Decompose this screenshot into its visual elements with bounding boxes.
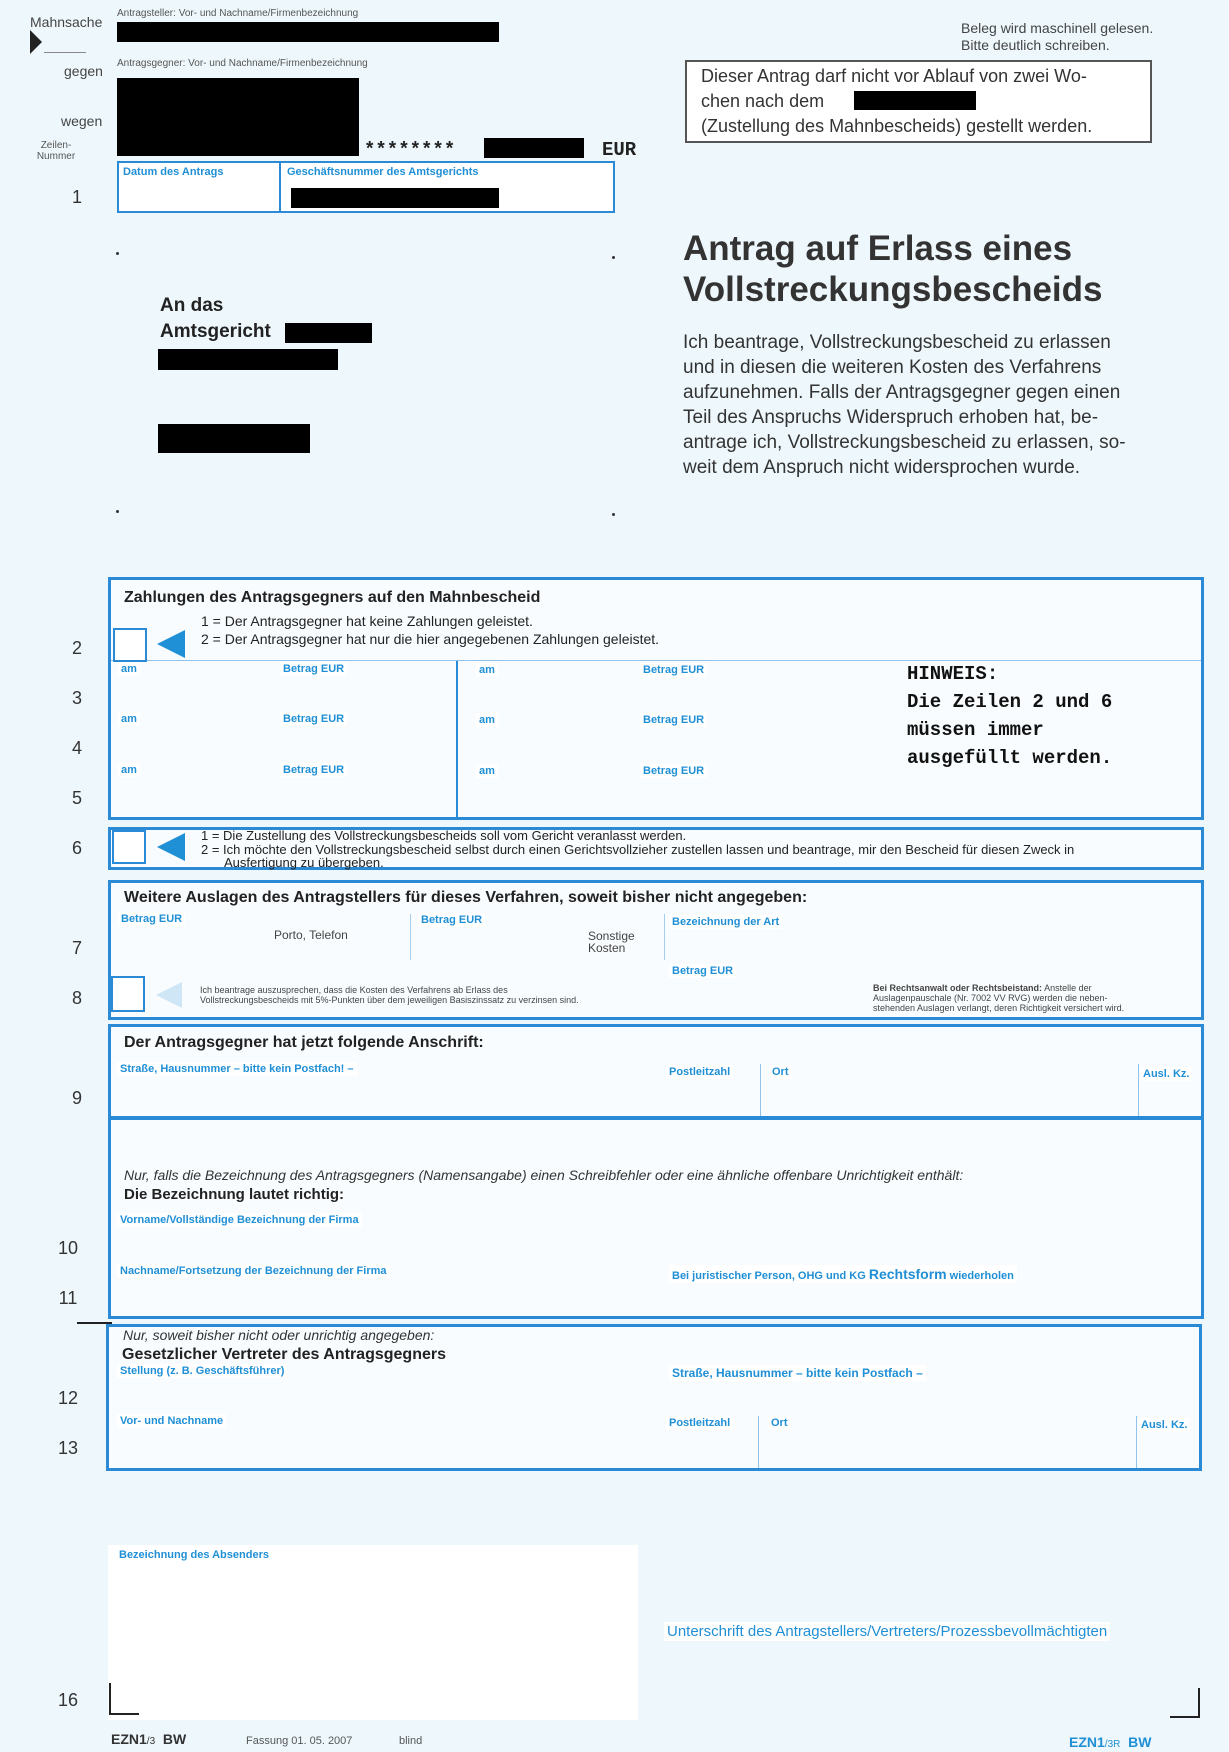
interest-text: Ich beantrage auszusprechen, dass die Kosten des Verfahrens ab Erlass des Vollstreckungsbescheids mit 5%-Punkten über dem jeweiligen Basiszinssatz zu verzinsen sind. bbox=[200, 985, 579, 1005]
ort-label: Ort bbox=[769, 1065, 792, 1079]
payments-title: Zahlungen des Antragsgegners auf den Mahnbescheid bbox=[124, 589, 541, 606]
redacted-date bbox=[854, 91, 976, 110]
porto-label: Porto, Telefon bbox=[274, 928, 348, 942]
name-label: Vor- und Nachname bbox=[117, 1414, 226, 1428]
redacted-antragsteller bbox=[117, 22, 499, 42]
address-corner-mark bbox=[612, 513, 615, 516]
row-number: 12 bbox=[57, 1388, 79, 1408]
divider bbox=[758, 1416, 759, 1468]
divider bbox=[1136, 1416, 1137, 1468]
signature-label: Unterschrift des Antragstellers/Vertreters/Prozessbevollmächtigten bbox=[664, 1622, 1110, 1641]
wegen-label: wegen bbox=[61, 113, 103, 129]
pointer-left-icon bbox=[157, 630, 185, 658]
divider bbox=[279, 161, 281, 213]
mahnsache-label: Mahnsache bbox=[30, 14, 103, 30]
form-code-left: EZN1/3 BW bbox=[111, 1731, 187, 1747]
notice-line-2: chen nach dem bbox=[701, 91, 825, 111]
intro-text: Ich beantrage, Vollstreckungsbescheid zu erlassen und in diesen die weiteren Kosten des Verfahrens aufzunehmen. Falls der Antragsgegner gegen einen Teil des Anspruchs Widerspruch erhoben hat, be- antrage ich, Vollstreckungsbescheid zu erlassen, so- weit dem Anspruch nicht widersprochen wurde. bbox=[683, 332, 1126, 478]
redacted-amount bbox=[484, 138, 584, 158]
sender-area[interactable] bbox=[108, 1545, 638, 1720]
art-label: Bezeichnung der Art bbox=[669, 915, 782, 929]
ort-label: Ort bbox=[768, 1416, 791, 1430]
row-number: 5 bbox=[71, 788, 82, 808]
betrag-label: Betrag EUR bbox=[280, 763, 347, 777]
corner-mark bbox=[109, 1683, 111, 1715]
machine-read-text-1: Beleg wird maschinell gelesen. bbox=[961, 20, 1154, 36]
redacted-antragsgegner bbox=[117, 78, 359, 156]
address-corner-mark bbox=[116, 252, 119, 255]
address-line-1: An das bbox=[160, 295, 224, 316]
row-number: 6 bbox=[71, 838, 82, 858]
ausl-label: Ausl. Kz. bbox=[1140, 1067, 1192, 1081]
sonstige-kosten-label: Sonstige Kosten bbox=[588, 929, 635, 955]
am-label: am bbox=[476, 663, 498, 677]
blind-label: blind bbox=[399, 1735, 423, 1747]
betrag-label: Betrag EUR bbox=[640, 663, 707, 677]
fassung-label: Fassung 01. 05. 2007 bbox=[246, 1735, 353, 1747]
ausl-label: Ausl. Kz. bbox=[1138, 1418, 1190, 1432]
machine-read-text-2: Bitte deutlich schreiben. bbox=[961, 37, 1110, 53]
betrag-label: Betrag EUR bbox=[280, 662, 347, 676]
row-number: 8 bbox=[71, 988, 82, 1008]
form-code-right: EZN1/3R BW bbox=[1069, 1734, 1152, 1750]
am-label: am bbox=[118, 662, 140, 676]
page-title-line-2: Vollstreckungsbescheids bbox=[683, 270, 1103, 309]
nachname-label: Nachname/Fortsetzung der Bezeichnung der Firma bbox=[117, 1264, 390, 1278]
divider bbox=[410, 914, 411, 960]
corner-mark bbox=[1198, 1688, 1200, 1718]
redacted-court bbox=[285, 323, 372, 343]
betrag-label: Betrag EUR bbox=[640, 713, 707, 727]
divider bbox=[664, 914, 665, 960]
payments-choice-box[interactable] bbox=[113, 628, 147, 662]
representative-title: Gesetzlicher Vertreter des Antragsgegners bbox=[122, 1346, 446, 1363]
row-number: 10 bbox=[57, 1238, 79, 1258]
datum-label: Datum des Antrags bbox=[120, 165, 226, 179]
sender-label: Bezeichnung des Absenders bbox=[116, 1548, 272, 1562]
redacted-geschaeftsnummer bbox=[291, 188, 499, 208]
corner-mark bbox=[1170, 1716, 1200, 1718]
row-number: 7 bbox=[71, 938, 82, 958]
zeilen-nummer-label: Zeilen- Nummer bbox=[36, 140, 76, 162]
redacted-street bbox=[158, 349, 338, 370]
pointer-left-icon bbox=[157, 833, 185, 861]
plz-label: Postleitzahl bbox=[666, 1065, 733, 1079]
delivery-option-2b: Ausfertigung zu übergeben. bbox=[224, 855, 384, 870]
plz-label: Postleitzahl bbox=[666, 1416, 733, 1430]
row-number: 2 bbox=[71, 638, 82, 658]
row-number: 9 bbox=[71, 1088, 82, 1108]
rechtsform-label: Bei juristischer Person, OHG und KG Rechtsform wiederholen bbox=[669, 1265, 1017, 1283]
row-number: 13 bbox=[57, 1438, 79, 1458]
betrag-label: Betrag EUR bbox=[640, 764, 707, 778]
costs-title: Weitere Auslagen des Antragstellers für dieses Verfahren, soweit bisher nicht angegeben: bbox=[124, 889, 808, 906]
amount-currency: EUR bbox=[602, 139, 637, 161]
street-label: Straße, Hausnummer – bitte kein Postfach! – bbox=[117, 1062, 357, 1076]
antragsteller-label: Antragsteller: Vor- und Nachname/Firmenbezeichnung bbox=[117, 8, 359, 19]
hinweis-text: HINWEIS: Die Zeilen 2 und 6 müssen immer ausgefüllt werden. bbox=[907, 663, 1113, 769]
am-label: am bbox=[476, 764, 498, 778]
address-corner-mark bbox=[612, 256, 615, 259]
vorname-label: Vorname/Vollständige Bezeichnung der Firma bbox=[117, 1213, 362, 1227]
notice-line-1: Dieser Antrag darf nicht vor Ablauf von zwei Wo- bbox=[701, 66, 1087, 86]
am-label: am bbox=[118, 763, 140, 777]
address-line-2: Amtsgericht bbox=[160, 321, 271, 342]
pointer-left-icon bbox=[156, 982, 182, 1008]
am-label: am bbox=[118, 712, 140, 726]
row-number: 4 bbox=[71, 738, 82, 758]
payments-option-2: 2 = Der Antragsgegner hat nur die hier angegebenen Zahlungen geleistet. bbox=[201, 631, 660, 647]
row-number: 11 bbox=[58, 1288, 78, 1308]
payments-option-1: 1 = Der Antragsgegner hat keine Zahlungen geleistet. bbox=[201, 613, 533, 629]
geschaeftsnummer-label: Geschäftsnummer des Amtsgerichts bbox=[284, 165, 482, 179]
delivery-option-2: 2 = Ich möchte den Vollstreckungsbescheid selbst durch einen Gerichtsvollzieher zustellen lassen und beantrage, mir den Bescheid für diesen Zweck in bbox=[201, 842, 1075, 857]
correction-note: Nur, falls die Bezeichnung des Antragsgegners (Namensangabe) einen Schreibfehler oder eine ähnliche offenbare Unrichtigkeit enthält: bbox=[124, 1167, 964, 1183]
redacted-city bbox=[158, 424, 310, 453]
row-number: 1 bbox=[71, 187, 82, 207]
betrag-label: Betrag EUR bbox=[418, 913, 485, 927]
divider bbox=[456, 661, 458, 817]
row-number: 3 bbox=[71, 688, 82, 708]
representative-note: Nur, soweit bisher nicht oder unrichtig angegeben: bbox=[123, 1327, 435, 1343]
antragsgegner-label: Antragsgegner: Vor- und Nachname/Firmenbezeichnung bbox=[117, 58, 368, 69]
stellung-label: Stellung (z. B. Geschäftsführer) bbox=[117, 1364, 287, 1378]
divider bbox=[760, 1064, 761, 1116]
interest-checkbox[interactable] bbox=[111, 976, 145, 1012]
address-corner-mark bbox=[116, 510, 119, 513]
correction-title: Die Bezeichnung lautet richtig: bbox=[124, 1186, 345, 1203]
lawyer-text: Bei Rechtsanwalt oder Rechtsbeistand: Anstelle der Auslagenpauschale (Nr. 7002 VV RVG) werden die neben- stehenden Auslagen verlangt, deren Richtigkeit versichert wird. bbox=[873, 983, 1125, 1013]
divider bbox=[44, 52, 86, 53]
arrow-right-icon bbox=[30, 30, 42, 54]
betrag-label: Betrag EUR bbox=[118, 912, 185, 926]
amount-stars: ******** bbox=[364, 139, 456, 161]
corner-mark bbox=[109, 1713, 139, 1715]
divider bbox=[1138, 1064, 1139, 1116]
am-label: am bbox=[476, 713, 498, 727]
betrag-label: Betrag EUR bbox=[280, 712, 347, 726]
page-title-line-1: Antrag auf Erlass eines bbox=[683, 229, 1073, 268]
row-number: 16 bbox=[57, 1690, 79, 1710]
delivery-choice-box[interactable] bbox=[112, 830, 146, 864]
gegen-label: gegen bbox=[64, 63, 103, 79]
new-address-title: Der Antragsgegner hat jetzt folgende Anschrift: bbox=[124, 1034, 484, 1051]
delivery-option-1: 1 = Die Zustellung des Vollstreckungsbescheids soll vom Gericht veranlasst werden. bbox=[201, 828, 687, 843]
street-label: Straße, Hausnummer – bitte kein Postfach – bbox=[669, 1365, 926, 1381]
notice-line-3: (Zustellung des Mahnbescheids) gestellt werden. bbox=[701, 116, 1093, 136]
betrag-label: Betrag EUR bbox=[669, 964, 736, 978]
